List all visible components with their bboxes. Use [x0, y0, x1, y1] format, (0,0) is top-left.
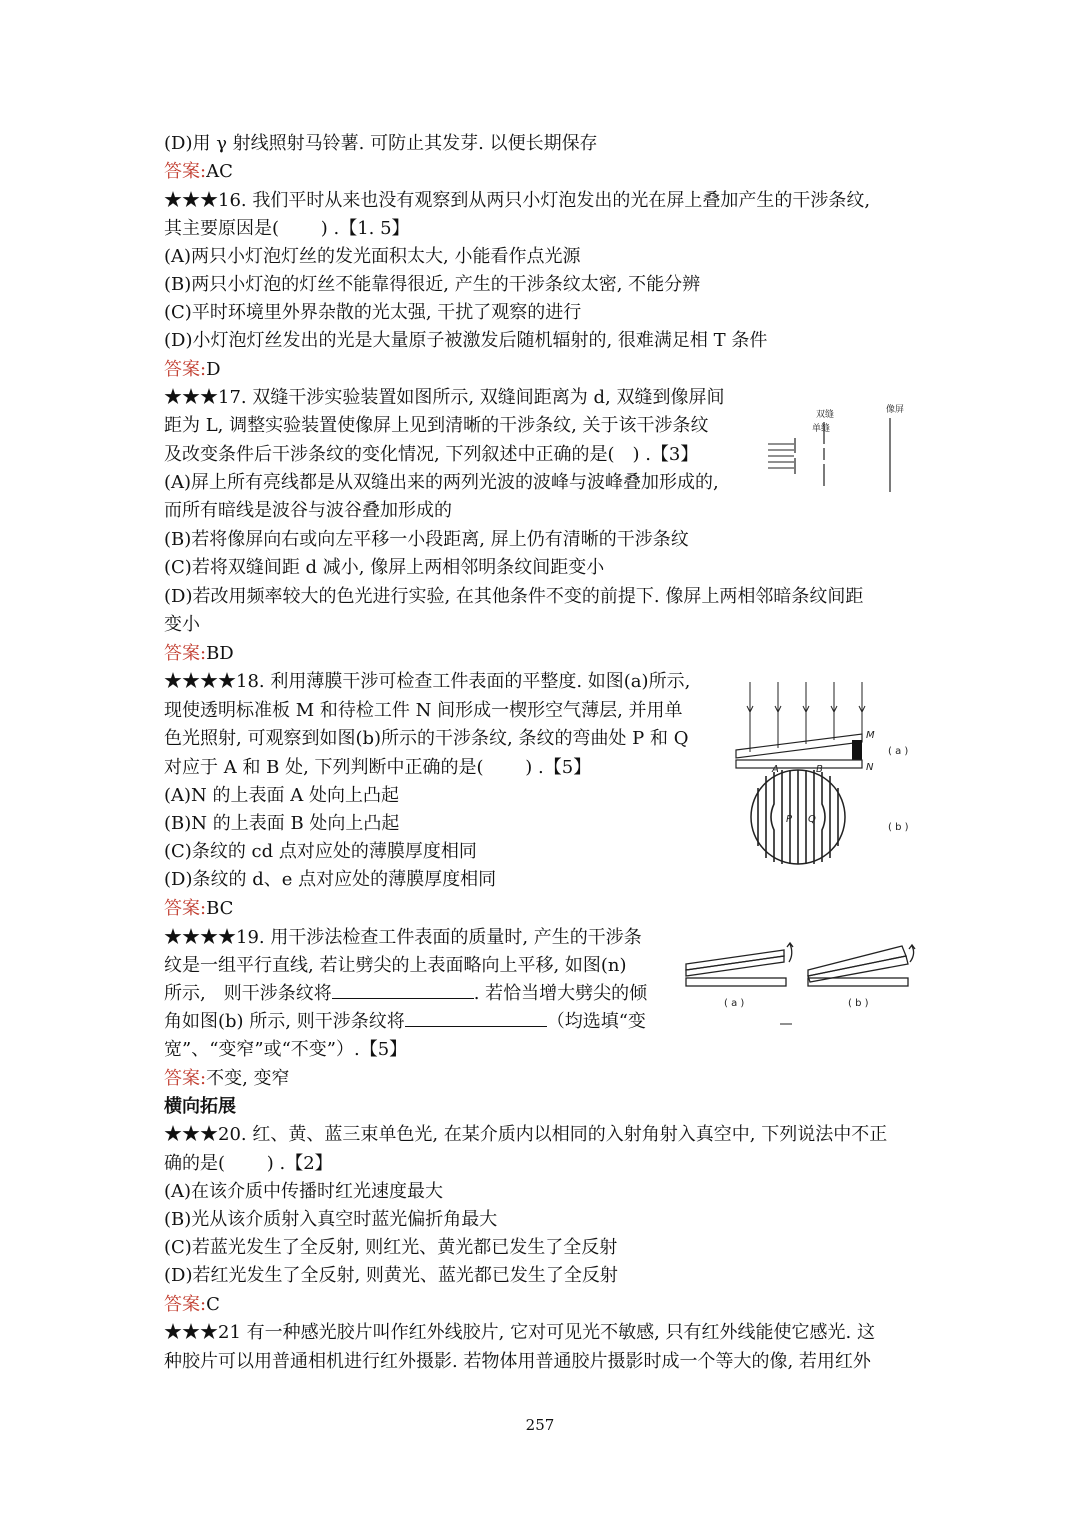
q19-stem-4 [164, 1008, 646, 1036]
label-fig-b: ( b ) [848, 998, 869, 1009]
q20-option-a: (A)在该介质中传播时红光速度最大 [164, 1181, 444, 1202]
answer-value: BD [206, 643, 234, 664]
q17-stem-2: 距为 L, 调整实验装置使像屏上见到清晰的干涉条纹, 关于该干涉条纹 [164, 415, 709, 436]
q19-stem: ★★★★19. 用干涉法检查工件表面的质量时, 产生的干涉条 [164, 927, 642, 948]
q17-answer [164, 640, 234, 668]
q18-stem-4: 对应于 A 和 B 处, 下列判断中正确的是( ) .【5】 [164, 757, 592, 778]
q17-option-a-2: 而所有暗线是波谷与波谷叠加形成的 [164, 500, 452, 521]
q20-option-d: (D)若红光发生了全反射, 则黄光、蓝光都已发生了全反射 [164, 1265, 618, 1286]
q15-option-d: (D)用 γ 射线照射马铃薯. 可防止其发芽. 以便长期保存 [164, 133, 598, 154]
wedge-interference-figure [728, 676, 920, 868]
q19-answer [164, 1065, 290, 1093]
q17-option-d-2: 变小 [164, 614, 200, 635]
q17-stem: ★★★17. 双缝干涉实验装置如图所示, 双缝间距离为 d, 双缝到像屏间 [164, 387, 725, 408]
q17-option-a: (A)屏上所有亮线都是从双缝出来的两列光波的波峰与波峰叠加形成的, [164, 472, 719, 493]
q16-stem: ★★★16. 我们平时从来也没有观察到从两只小灯泡发出的光在屏上叠加产生的干涉条纹, [164, 190, 871, 211]
answer-label: 答案: [164, 643, 207, 664]
q21-stem-2: 种胶片可以用普通相机进行红外摄影. 若物体用普通胶片摄影时成一个等大的像, 若用红外 [164, 1351, 871, 1372]
q18-stem: ★★★★18. 利用薄膜干涉可检查工件表面的平整度. 如图(a)所示, [164, 671, 691, 692]
answer-label: 答案: [164, 1294, 207, 1315]
page-number: 257 [525, 1416, 555, 1434]
label-b: ( b ) [888, 822, 909, 833]
screen-label: 像屏 [886, 405, 905, 415]
double-slit-figure [762, 400, 922, 500]
label-fig-a: ( a ) [724, 998, 745, 1009]
q19-stem-2: 纹是一组平行直线, 若让劈尖的上表面略向上平移, 如图(n) [164, 955, 627, 976]
q18-option-c: (C)条纹的 cd 点对应处的薄膜厚度相同 [164, 841, 477, 862]
answer-value: AC [206, 161, 233, 182]
fill-blank-1[interactable] [332, 980, 474, 999]
label-A: A [772, 764, 779, 775]
q19-text: . 若恰当增大劈尖的倾 [473, 983, 648, 1004]
wedge-spacer [852, 740, 862, 760]
answer-value: BC [206, 898, 234, 919]
q18-option-b: (B)N 的上表面 B 处向上凸起 [164, 813, 400, 834]
q16-option-b: (B)两只小灯泡的灯丝不能靠得很近, 产生的干涉条纹太密, 不能分辨 [164, 274, 701, 295]
q16-option-d: (D)小灯泡灯丝发出的光是大量原子被激发后随机辐射的, 很难满足相 T 条件 [164, 330, 768, 351]
answer-label: 答案: [164, 898, 207, 919]
label-Q: Q [808, 814, 816, 825]
standard-plate-M [736, 734, 862, 758]
q18-option-d: (D)条纹的 d、e 点对应处的薄膜厚度相同 [164, 869, 497, 890]
interference-fringes [758, 770, 838, 864]
q19-stem-5: 宽”、“变窄”或“不变”）.【5】 [164, 1039, 408, 1060]
answer-value: D [206, 359, 221, 380]
fill-blank-2[interactable] [405, 1008, 547, 1027]
q18-option-a: (A)N 的上表面 A 处向上凸起 [164, 785, 399, 806]
workpiece-N [736, 760, 862, 768]
double-slit-label: 双缝 [816, 410, 835, 420]
q20-option-c: (C)若蓝光发生了全反射, 则红光、黄光都已发生了全反射 [164, 1237, 618, 1258]
q15-answer [164, 158, 233, 186]
wedge-figures [684, 936, 920, 1032]
q20-option-b: (B)光从该介质射入真空时蓝光偏折角最大 [164, 1209, 498, 1230]
q20-stem: ★★★20. 红、黄、蓝三束单色光, 在某介质内以相同的入射角射入真空中, 下列说法中不正 [164, 1124, 888, 1145]
q17-stem-3: 及改变条件后干涉条纹的变化情况, 下列叙述中正确的是( ) .【3】 [164, 444, 699, 465]
incident-rays [768, 444, 794, 468]
q18-answer [164, 895, 233, 923]
answer-label: 答案: [164, 1068, 207, 1089]
q19-text: （均选填“变 [546, 1011, 646, 1032]
q16-option-c: (C)平时环境里外界杂散的光太强, 干扰了观察的进行 [164, 302, 582, 323]
q17-option-c: (C)若将双缝间距 d 减小, 像屏上两相邻明条纹间距变小 [164, 557, 605, 578]
q19-text: 角如图(b) 所示, 则干涉条纹将 [164, 1011, 405, 1032]
q18-stem-2: 现使透明标准板 M 和待检工件 N 间形成一楔形空气薄层, 并用单 [164, 700, 683, 721]
answer-value: C [206, 1294, 220, 1315]
label-a: ( a ) [888, 746, 909, 757]
section-heading: 横向拓展 [164, 1096, 236, 1117]
label-P: P [786, 814, 793, 825]
label-M: M [866, 730, 875, 741]
q20-stem-2: 确的是( ) .【2】 [164, 1153, 333, 1174]
wedge-a [686, 943, 793, 986]
answer-value: 不变, 变窄 [206, 1068, 290, 1089]
q16-option-a: (A)两只小灯泡灯丝的发光面积太大, 小能看作点光源 [164, 246, 581, 267]
wedge-b [808, 945, 915, 986]
q20-answer [164, 1291, 220, 1319]
label-B: B [816, 764, 823, 775]
q21-stem: ★★★21 有一种感光胶片叫作红外线胶片, 它对可见光不敏感, 只有红外线能使它感光. 这 [164, 1322, 875, 1343]
answer-label: 答案: [164, 359, 207, 380]
q19-stem-3 [164, 980, 647, 1008]
single-slit-label: 单缝 [812, 424, 831, 434]
label-N: N [866, 762, 874, 773]
q16-answer [164, 356, 221, 384]
answer-label: 答案: [164, 161, 207, 182]
q18-stem-3: 色光照射, 可观察到如图(b)所示的干涉条纹, 条纹的弯曲处 P 和 Q [164, 728, 689, 749]
q17-option-b: (B)若将像屏向右或向左平移一小段距离, 屏上仍有清晰的干涉条纹 [164, 529, 689, 550]
q16-stem-2: 其主要原因是( ) .【1. 5】 [164, 218, 410, 239]
q17-option-d: (D)若改用频率较大的色光进行实验, 在其他条件不变的前提下. 像屏上两相邻暗条纹间距 [164, 586, 864, 607]
q19-text: 所示, 则干涉条纹将 [164, 983, 332, 1004]
